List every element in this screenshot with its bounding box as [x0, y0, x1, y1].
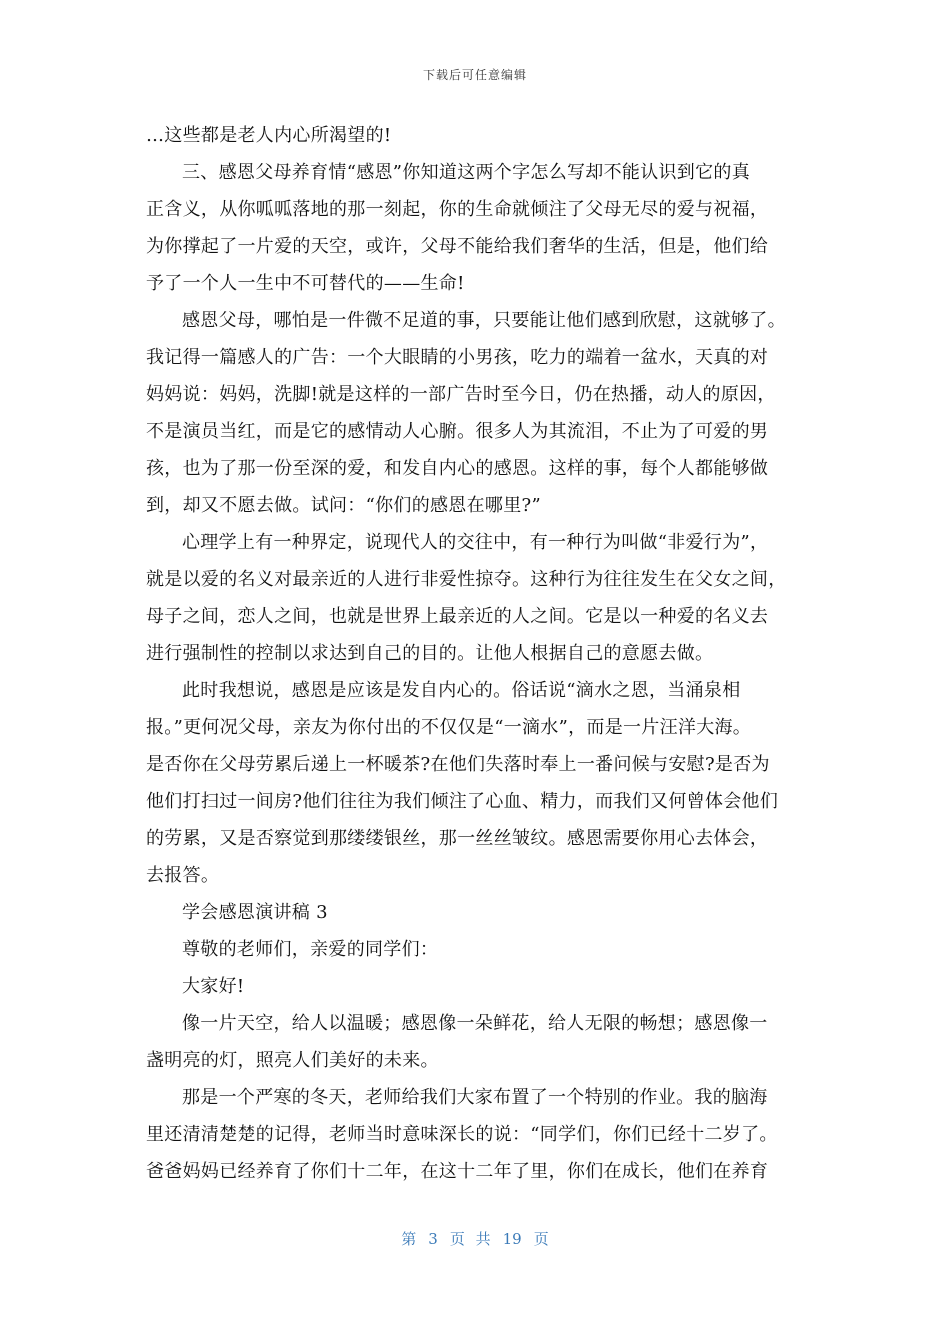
header-note: 下载后可任意编辑	[422, 68, 527, 82]
text-line: 的劳累，又是否察觉到那缕缕银丝，那一丝丝皱纹。感恩需要你用心去体会，	[146, 828, 769, 849]
text-line: 报。”更何况父母，亲友为你付出的不仅仅是“一滴水”，而是一片汪洋大海。	[146, 717, 752, 738]
text-line: 就是以爱的名义对最亲近的人进行非爱性掠夺。这种行为往往发生在父女之间，	[146, 569, 787, 590]
text-line: 感恩父母，哪怕是一件微不足道的事，只要能让他们感到欣慰，这就够了。	[182, 310, 786, 331]
page-current: 3	[428, 1230, 438, 1248]
text-line: 盏明亮的灯，照亮人们美好的未来。	[146, 1050, 439, 1071]
text-line: 里还清清楚楚的记得，老师当时意味深长的说：“同学们，你们已经十二岁了。	[146, 1124, 778, 1145]
text-line: 母子之间，恋人之间，也就是世界上最亲近的人之间。它是以一种爱的名义去	[146, 606, 769, 627]
text-line: 大家好!	[182, 976, 245, 997]
text-line: 三、感恩父母养育情“感恩”你知道这两个字怎么写却不能认识到它的真	[182, 162, 751, 183]
text-line: 是否你在父母劳累后递上一杯暖茶?在他们失落时奉上一番问候与安慰?是否为	[146, 754, 770, 775]
page-total: 19	[502, 1230, 522, 1248]
text-line: 他们打扫过一间房?他们往往为我们倾注了心血、精力，而我们又何曾体会他们	[146, 791, 779, 812]
page-footer	[0, 1228, 950, 1249]
text-line: 爸爸妈妈已经养育了你们十二年，在这十二年了里，你们在成长，他们在养育	[146, 1161, 769, 1182]
text-line: 像一片天空，给人以温暖；感恩像一朵鲜花，给人无限的畅想；感恩像一	[182, 1013, 768, 1034]
page-label-suffix: 页	[533, 1230, 549, 1248]
text-line: 尊敬的老师们，亲爱的同学们：	[182, 939, 439, 960]
text-line: 学会感恩演讲稿 3	[182, 902, 328, 923]
text-line: 到，却又不愿去做。试问：“你们的感恩在哪里?”	[146, 495, 541, 516]
text-line: 那是一个严寒的冬天，老师给我们大家布置了一个特别的作业。我的脑海	[182, 1087, 768, 1108]
document-body	[146, 117, 806, 1190]
text-line: 予了一个人一生中不可替代的——生命!	[146, 273, 465, 294]
text-line: 心理学上有一种界定，说现代人的交往中，有一种行为叫做“非爱行为”，	[182, 532, 769, 553]
text-line: 我记得一篇感人的广告：一个大眼睛的小男孩，吃力的端着一盆水，天真的对	[146, 347, 769, 368]
text-line: 此时我想说，感恩是应该是发自内心的。俗话说“滴水之恩，当涌泉相	[182, 680, 741, 701]
text-line: …这些都是老人内心所渴望的!	[146, 125, 392, 146]
text-line: 孩，也为了那一份至深的爱，和发自内心的感恩。这样的事，每个人都能够做	[146, 458, 769, 479]
text-line: 为你撑起了一片爱的天空，或许，父母不能给我们奢华的生活，但是，他们给	[146, 236, 769, 257]
text-line: 正含义，从你呱呱落地的那一刻起，你的生命就倾注了父母无尽的爱与祝福，	[146, 199, 769, 220]
text-line: 去报答。	[146, 865, 220, 886]
page-label-prefix: 第	[401, 1230, 417, 1248]
page-label-mid: 页 共	[449, 1230, 491, 1248]
text-line: 妈妈说：妈妈，洗脚!就是这样的一部广告时至今日，仍在热播，动人的原因，	[146, 384, 776, 405]
text-line: 进行强制性的控制以求达到自己的目的。让他人根据自己的意愿去做。	[146, 643, 714, 664]
text-line: 不是演员当红，而是它的感情动人心腑。很多人为其流泪，不止为了可爱的男	[146, 421, 769, 442]
